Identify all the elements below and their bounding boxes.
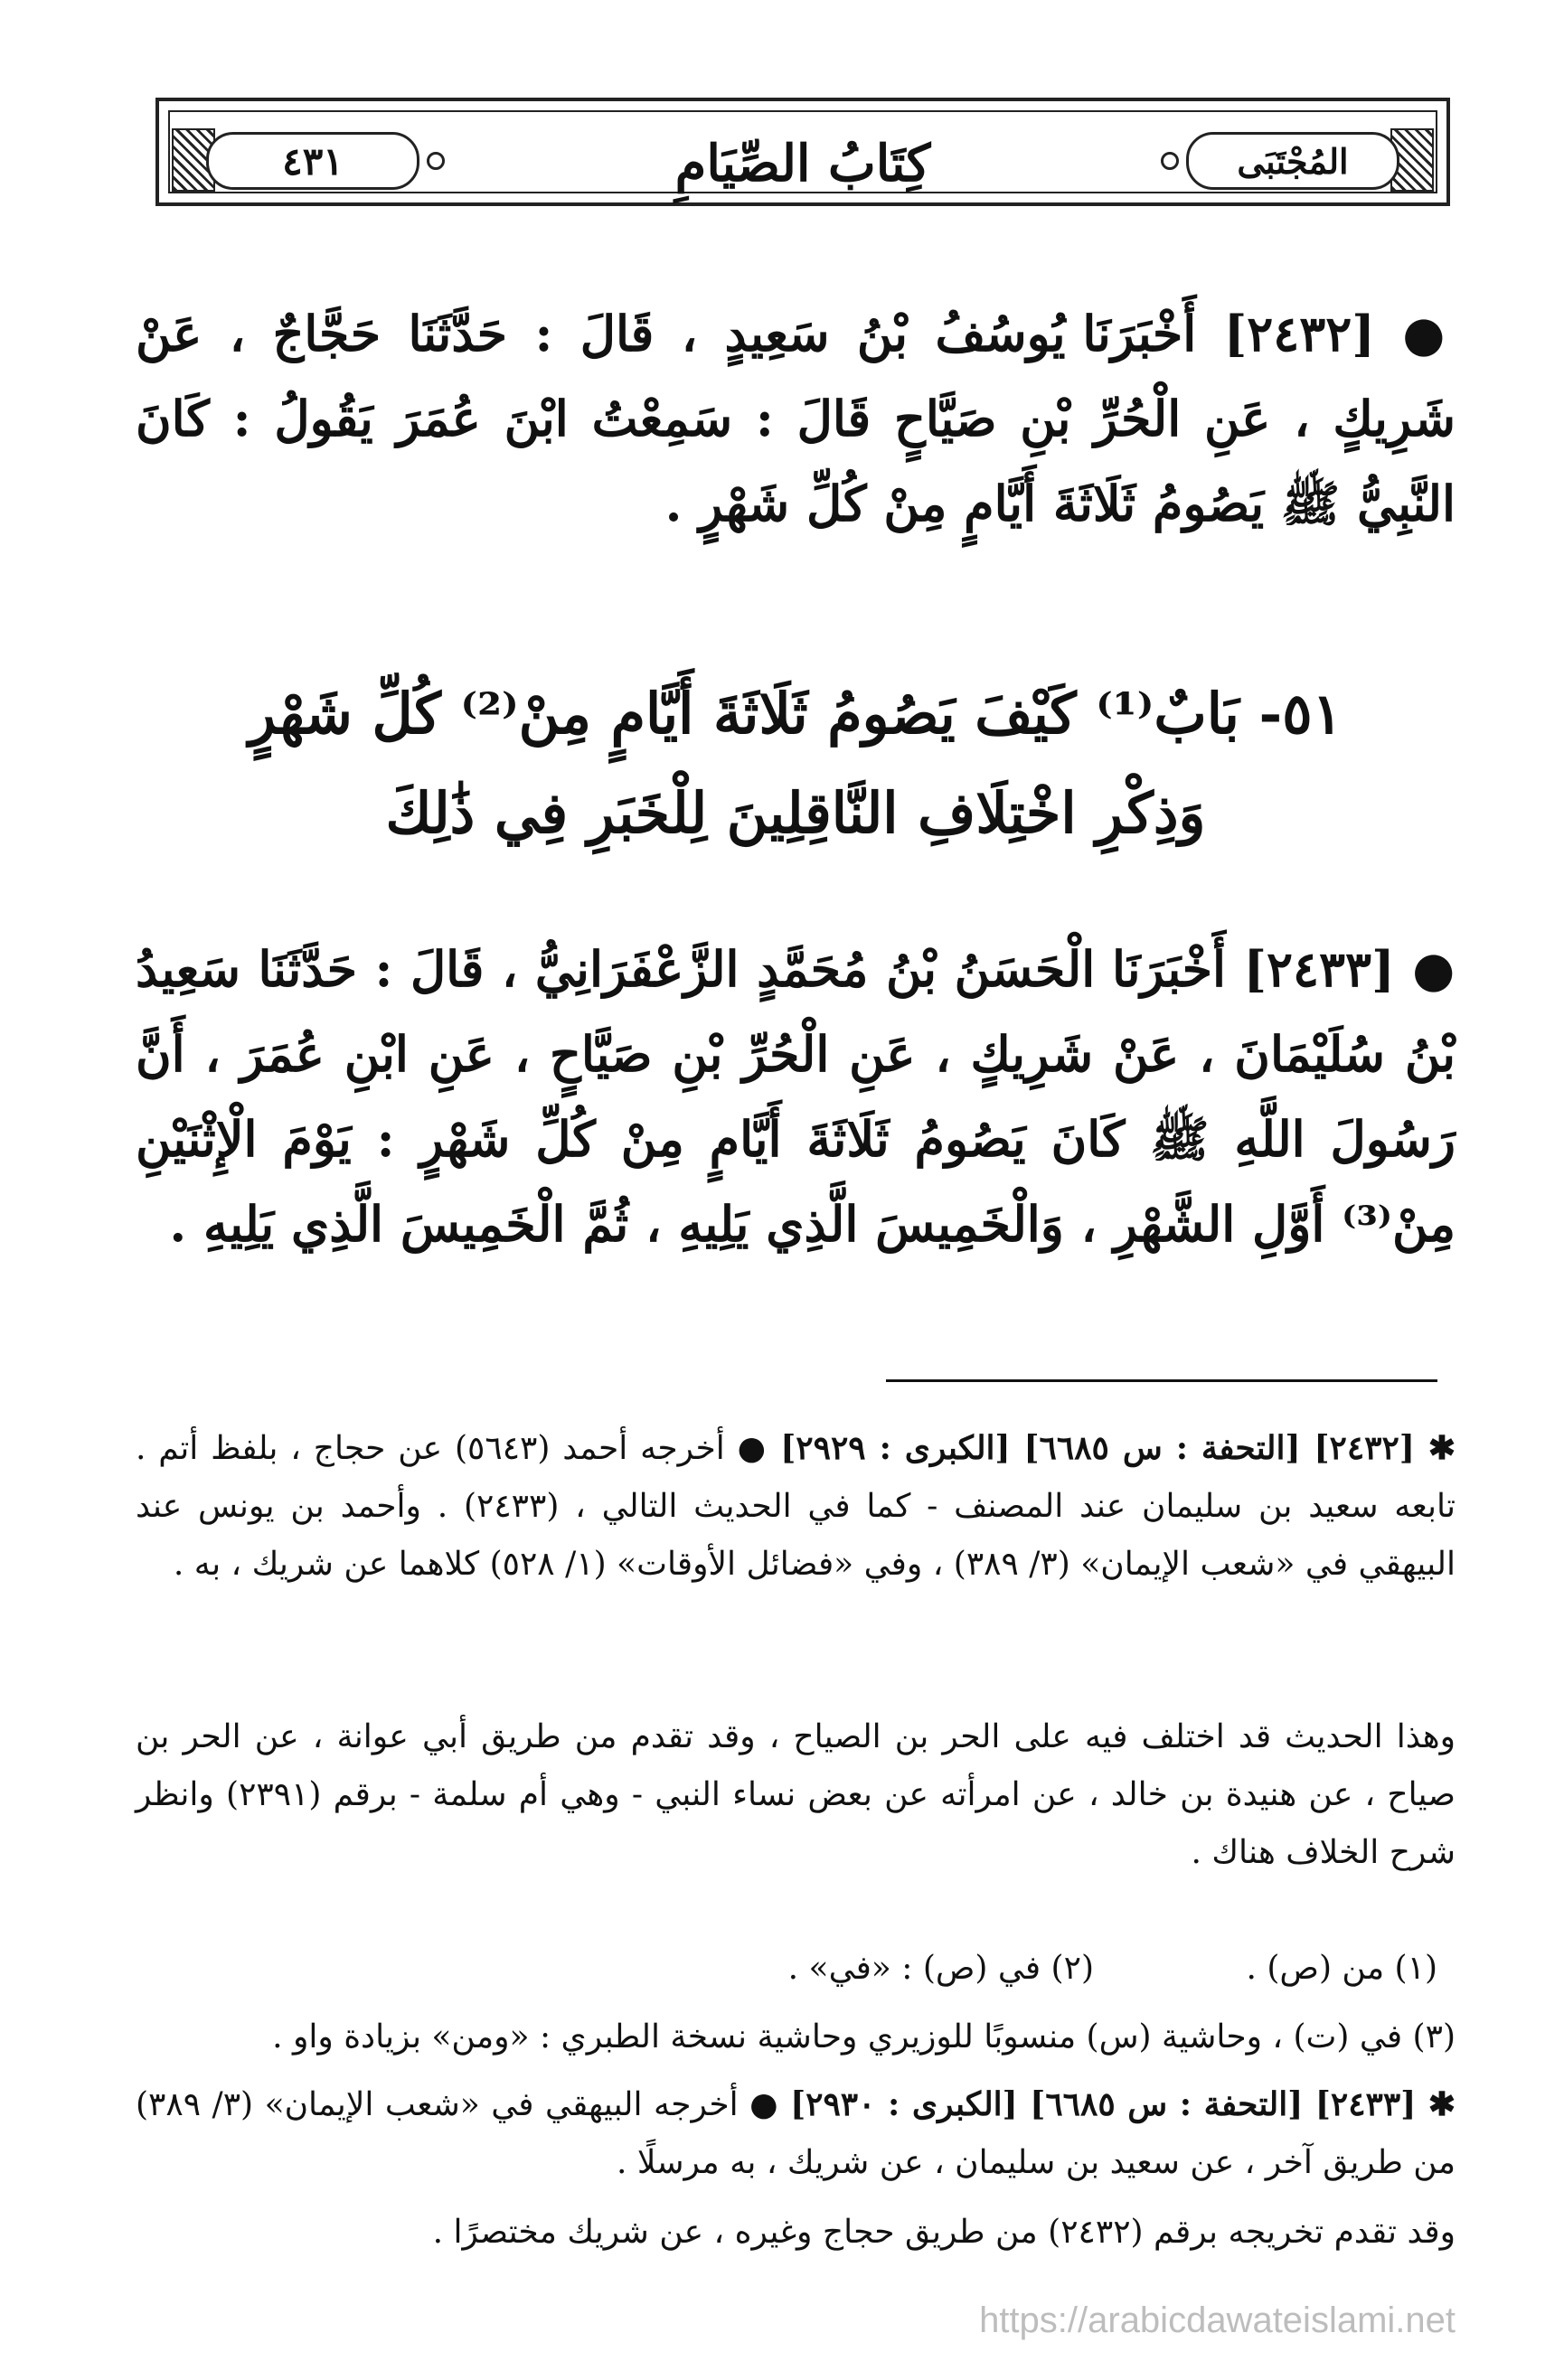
ring-ornament-icon bbox=[427, 152, 445, 170]
numbered-notes-row bbox=[136, 1940, 1437, 1998]
hadith-text: أَخْبَرَنَا يُوسُفُ بْنُ سَعِيدٍ ، قَالَ : حَدَّثَنَا حَجَّاجٌ ، عَنْ شَرِيكٍ ، عَنِ الْحُرِّ بْنِ صَيَّاحٍ قَالَ : سَمِعْتُ ابْنَ عُمَرَ يَقُولُ : كَانَ النَّبِيُّ ﷺ يَصُومُ ثَلَاثَةَ أَيَّامٍ مِنْ كُلِّ شَهْرٍ . bbox=[136, 305, 1456, 532]
watermark-url: https://arabicdawateislami.net bbox=[979, 2300, 1456, 2340]
footnote-2433-continued: وقد تقدم تخريجه برقم (٢٤٣٢) من طريق حجاج وغيره ، عن شريك مختصرًا . bbox=[432, 2214, 1456, 2251]
chapter-heading-line2: وَذِكْرِ اخْتِلَافِ النَّاقِلِينَ لِلْخَبَرِ فِي ذَٰلِكَ bbox=[385, 780, 1206, 846]
hadith-number: [٢٤٣٣] bbox=[1243, 940, 1395, 998]
footnote-2432-continued: وهذا الحديث قد اختلف فيه على الحر بن الصياح ، وقد تقدم من طريق أبي عوانة ، عن الحر بن صياح ، عن هنيدة بن خالد ، عن امرأته عن بعض نساء النبي - وهي أم سلمة - برقم (٢٣٩١) وانظر شرح الخلاف هناك . bbox=[136, 1718, 1456, 1871]
hadith-2433 bbox=[136, 927, 1456, 1266]
asterisk-icon: ✱ bbox=[1414, 1429, 1456, 1467]
hadith-2432 bbox=[136, 291, 1456, 546]
footnote-ref: [٢٤٣٢] [التحفة : س ٦٦٨٥] [الكبرى : ٢٩٢٩] bbox=[780, 1429, 1415, 1467]
chapter-heading-line1: ٥١- بَابٌ⁽¹⁾ كَيْفَ يَصُومُ ثَلَاثَةَ أَيَّامٍ مِنْ⁽²⁾ كُلِّ شَهْرٍ bbox=[249, 681, 1343, 747]
note-2: (٢) في (ص) : «في» . bbox=[787, 1950, 1094, 1987]
ring-ornament-icon bbox=[1161, 152, 1179, 170]
hadith-number: [٢٤٣٢] bbox=[1223, 305, 1375, 362]
bullet-icon: ● bbox=[1374, 305, 1456, 362]
footnote-2432 bbox=[136, 1419, 1456, 1594]
book-logo: المُجْتَبَى bbox=[1186, 132, 1399, 190]
book-title: كِتَابُ الصِّيَامِ bbox=[674, 134, 931, 193]
page-number: ٤٣١ bbox=[206, 132, 419, 190]
bullet-icon: ● bbox=[1394, 940, 1456, 998]
asterisk-icon: ✱ bbox=[1416, 2085, 1456, 2123]
bullet-icon: ● bbox=[738, 2086, 779, 2123]
header-inner-frame bbox=[168, 110, 1437, 193]
footnote-text: أخرجه أحمد (٥٦٤٣) عن حجاج ، بلفظ أتم . تابعه سعيد بن سليمان عند المصنف - كما في الحديث التالي ، (٢٤٣٣) . وأحمد بن يونس عند البيهقي في «شعب الإيمان» (٣/ ٣٨٩) ، وفي «فضائل الأوقات» (١/ ٥٢٨) كلاهما عن شريك ، به . bbox=[136, 1430, 1456, 1583]
page-header bbox=[155, 98, 1450, 206]
footnote-ref: [٢٤٣٣] [التحفة : س ٦٦٨٥] [الكبرى : ٢٩٣٠] bbox=[790, 2085, 1417, 2123]
note-3: (٣) في (ت) ، وحاشية (س) منسوبًا للوزيري وحاشية نسخة الطبري : «ومن» بزيادة واو . bbox=[272, 2018, 1456, 2055]
hadith-text: أَخْبَرَنَا الْحَسَنُ بْنُ مُحَمَّدٍ الزَّعْفَرَانِيُّ ، قَالَ : حَدَّثَنَا سَعِيدُ بْنُ سُلَيْمَانَ ، عَنْ شَرِيكٍ ، عَنِ الْحُرِّ بْنِ صَيَّاحٍ ، عَنِ ابْنِ عُمَرَ ، أَنَّ رَسُولَ اللَّهِ ﷺ كَانَ يَصُومُ ثَلَاثَةَ أَيَّامٍ مِنْ كُلِّ شَهْرٍ : يَوْمَ الْإِثْنَيْنِ مِنْ⁽³⁾ أَوَّلِ الشَّهْرِ ، وَالْخَمِيسَ الَّذِي يَلِيهِ ، ثُمَّ الْخَمِيسَ الَّذِي يَلِيهِ . bbox=[136, 940, 1456, 1253]
footnote-separator bbox=[886, 1379, 1437, 1382]
footnote-text: أخرجه البيهقي في «شعب الإيمان» (٣/ ٣٨٩) من طريق آخر ، عن سعيد بن سليمان ، عن شريك ، به مرسلًا . bbox=[136, 2086, 1456, 2181]
footnote-2433 bbox=[136, 2075, 1456, 2192]
note-1: (١) من (ص) . bbox=[1246, 1950, 1437, 1987]
bullet-icon: ● bbox=[724, 1430, 768, 1467]
